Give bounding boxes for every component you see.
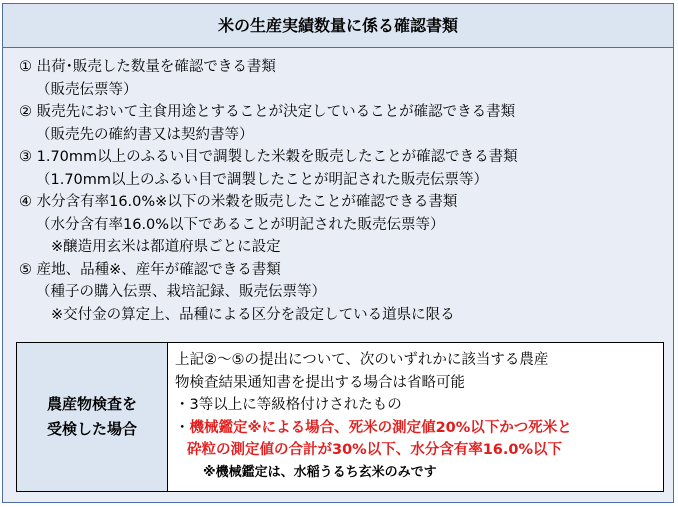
condition-grade: ・3等以上に等級格付けされたもの [175, 397, 402, 413]
bullet: ・ [175, 419, 190, 436]
item-note: ※交付金の算定上、品種による区分を設定している道県に限る [51, 306, 455, 323]
inspection-label-line1: 農産物検査を [46, 395, 137, 413]
item-heading: ④ 水分含有率16.0%※以下の米穀を販売したことが確認できる書類 [19, 194, 458, 210]
machine-appraisal-footnote: ※機械鑑定は、水稲うるち玄米のみです [203, 464, 437, 480]
inspection-label-cell [17, 343, 168, 491]
item-heading: ② 販売先において主食用途とすることが決定していることが確認できる書類 [19, 104, 516, 120]
document-panel [2, 3, 674, 503]
list-item [19, 101, 669, 146]
intro-text-line2: 物検査結果通知書を提出する場合は省略可能 [175, 374, 465, 391]
list-item [19, 146, 669, 191]
list-item [19, 259, 669, 327]
item-example: （販売先の確約書又は契約書等） [36, 126, 254, 143]
item-example: （水分含有率16.0%以下であることが明記された販売伝票等） [36, 216, 445, 233]
condition-machine-appraisal [175, 417, 659, 440]
condition-machine-line1: 機械鑑定※による場合、死米の測定値20%以下かつ死米と [189, 419, 572, 436]
document-title: 米の生産実績数量に係る確認書類 [3, 4, 673, 48]
item-heading: ⑤ 産地、品種※、産年が確認できる書類 [19, 261, 281, 278]
intro-text-line1: 上記②～⑤の提出について、次のいずれかに該当する農産 [175, 352, 549, 368]
condition-machine-line2: 砕粒の測定値の合計が30%以下、水分含有率16.0%以下 [187, 442, 563, 458]
item-note: ※醸造用玄米は都道府県ごとに設定 [51, 239, 281, 255]
item-heading: ① 出荷･販売した数量を確認できる書類 [19, 59, 276, 75]
inspection-label-line2: 受検した場合 [46, 420, 137, 438]
inspection-details-cell [175, 349, 659, 484]
inspection-exemption-box [16, 342, 664, 492]
item-example: （種子の購入伝票、栽培記録、販売伝票等） [36, 284, 326, 300]
list-item [19, 56, 669, 101]
item-example: （販売伝票等） [36, 81, 138, 98]
list-item [19, 191, 669, 259]
requirements-list [19, 56, 669, 326]
item-heading: ③ 1.70mm以上のふるい目で調製した米穀を販売したことが確認できる書類 [19, 149, 518, 165]
item-example: （1.70mm以上のふるい目で調製したことが明記された販売伝票等） [36, 171, 489, 188]
